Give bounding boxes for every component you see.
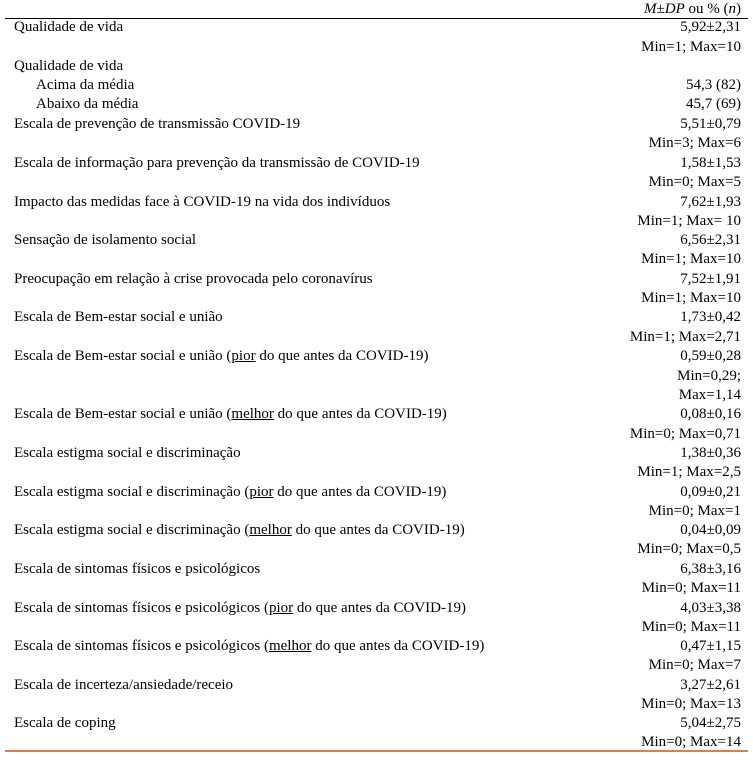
header-ou: ou % ( bbox=[684, 1, 729, 17]
header-dp: DP bbox=[664, 1, 685, 17]
row-range: Min=0; Max=11 bbox=[641, 580, 741, 596]
table-row bbox=[0, 347, 753, 366]
row-value: 54,3 (82) bbox=[686, 77, 741, 93]
row-range: Min=1; Max= 10 bbox=[637, 213, 741, 229]
table-row-range bbox=[0, 502, 753, 521]
table-row bbox=[0, 231, 753, 250]
table-row-range bbox=[0, 328, 753, 347]
table-row-range bbox=[0, 540, 753, 559]
table-row-range bbox=[0, 386, 753, 405]
row-value: 0,59±0,28 bbox=[680, 348, 741, 364]
row-label: Qualidade de vida bbox=[14, 19, 124, 35]
label-pre: Escala estigma social e discriminação ( bbox=[14, 484, 250, 500]
row-label: Escala de incerteza/ansiedade/receio bbox=[14, 677, 234, 693]
table-row bbox=[0, 521, 753, 540]
label-underlined: melhor bbox=[249, 522, 292, 538]
row-range: Min=1; Max=10 bbox=[641, 290, 741, 306]
table-row bbox=[0, 193, 753, 212]
table-row bbox=[0, 637, 753, 656]
label-post: do que antes da COVID-19) bbox=[273, 484, 447, 500]
table-row bbox=[0, 95, 753, 114]
row-value: 7,62±1,93 bbox=[680, 194, 741, 210]
row-label: Acima da média bbox=[36, 77, 135, 93]
row-range: Min=0; Max=7 bbox=[648, 657, 741, 673]
row-range: Min=3; Max=6 bbox=[648, 135, 741, 151]
table-row-range bbox=[0, 367, 753, 386]
row-range: Min=0; Max=14 bbox=[641, 734, 741, 750]
row-value: 5,51±0,79 bbox=[680, 116, 741, 132]
label-pre: Escala de Bem-estar social e união ( bbox=[14, 406, 232, 422]
row-range: Min=0; Max=1 bbox=[648, 503, 741, 519]
row-label: Escala de sintomas físicos e psicológicos bbox=[14, 561, 261, 577]
row-value: 0,47±1,15 bbox=[680, 638, 741, 654]
table-row bbox=[0, 18, 753, 37]
row-range: Min=0; Max=0,5 bbox=[637, 541, 741, 557]
row-value: 1,73±0,42 bbox=[680, 309, 741, 325]
label-underlined: pior bbox=[268, 600, 294, 616]
row-label: Escala de Bem-estar social e união bbox=[14, 309, 223, 325]
label-post: do que antes da COVID-19) bbox=[293, 600, 466, 616]
label-pre: Escala estigma social e discriminação ( bbox=[14, 522, 250, 538]
row-label bbox=[14, 483, 446, 502]
label-post: do que antes da COVID-19) bbox=[255, 348, 429, 364]
label-pre: Escala de sintomas físicos e psicológicos ( bbox=[14, 638, 269, 654]
table-row-range bbox=[0, 212, 753, 231]
row-value: 1,38±0,36 bbox=[680, 445, 741, 461]
row-value: 4,03±3,38 bbox=[680, 600, 741, 616]
table-row-range bbox=[0, 134, 753, 153]
label-pre: Escala de sintomas físicos e psicológicos ( bbox=[14, 600, 269, 616]
label-underlined: pior bbox=[249, 484, 274, 500]
table-row-range bbox=[0, 579, 753, 598]
table-row bbox=[0, 57, 753, 76]
table-row bbox=[0, 599, 753, 618]
row-label bbox=[14, 405, 447, 424]
header-m: M bbox=[644, 1, 657, 17]
row-label: Qualidade de vida bbox=[14, 58, 124, 74]
row-label: Sensação de isolamento social bbox=[14, 232, 197, 248]
row-range: Max=1,14 bbox=[678, 387, 741, 403]
row-label: Escala de prevenção de transmissão COVID-19 bbox=[14, 116, 301, 132]
row-range: Min=1; Max=10 bbox=[641, 39, 741, 55]
header-close: ) bbox=[736, 1, 741, 17]
row-value: 6,38±3,16 bbox=[680, 561, 741, 577]
row-range: Min=1; Max=10 bbox=[641, 251, 741, 267]
table-row bbox=[0, 560, 753, 579]
row-value: 7,52±1,91 bbox=[680, 271, 741, 287]
row-value: 1,58±1,53 bbox=[680, 155, 741, 171]
table-row bbox=[0, 270, 753, 289]
row-label: Abaixo da média bbox=[36, 96, 139, 112]
label-post: do que antes da COVID-19) bbox=[273, 406, 447, 422]
row-value: 5,92±2,31 bbox=[680, 19, 741, 35]
row-range: Min=0; Max=0,71 bbox=[629, 426, 741, 442]
column-header bbox=[644, 0, 741, 18]
row-label: Escala de informação para prevenção da transmissão de COVID-19 bbox=[14, 155, 420, 171]
header-n: n bbox=[728, 1, 736, 17]
table-row-range bbox=[0, 618, 753, 637]
row-value: 6,56±2,31 bbox=[680, 232, 741, 248]
table-row-range bbox=[0, 289, 753, 308]
row-label bbox=[14, 521, 465, 540]
table-row bbox=[0, 154, 753, 173]
row-value: 5,04±2,75 bbox=[680, 715, 741, 731]
label-underlined: melhor bbox=[268, 638, 312, 654]
label-post: do que antes da COVID-19) bbox=[291, 522, 465, 538]
row-label: Escala de coping bbox=[14, 715, 116, 731]
table-row bbox=[0, 483, 753, 502]
header-pm: ± bbox=[656, 1, 665, 17]
row-value: 0,08±0,16 bbox=[680, 406, 741, 422]
table-row bbox=[0, 76, 753, 95]
table-row bbox=[0, 444, 753, 463]
table-bottom-rule bbox=[5, 750, 748, 752]
table-row-range bbox=[0, 173, 753, 192]
row-range: Min=0,29; bbox=[677, 368, 741, 384]
table-row-range bbox=[0, 695, 753, 714]
row-value: 3,27±2,61 bbox=[680, 677, 741, 693]
row-range: Min=0; Max=11 bbox=[641, 619, 741, 635]
label-pre: Escala de Bem-estar social e união ( bbox=[14, 348, 232, 364]
table-row-range bbox=[0, 38, 753, 57]
label-underlined: pior bbox=[231, 348, 256, 364]
table-row-range bbox=[0, 656, 753, 675]
row-label: Preocupação em relação à crise provocada pelo coronavírus bbox=[14, 271, 373, 287]
table-row bbox=[0, 676, 753, 695]
row-range: Min=1; Max=2,5 bbox=[637, 464, 741, 480]
row-label bbox=[14, 637, 484, 656]
table-row bbox=[0, 115, 753, 134]
row-value: 0,09±0,21 bbox=[680, 484, 741, 500]
table-row bbox=[0, 308, 753, 327]
row-value: 0,04±0,09 bbox=[680, 522, 741, 538]
table-row-range bbox=[0, 463, 753, 482]
row-label bbox=[14, 599, 466, 618]
row-range: Min=0; Max=13 bbox=[641, 696, 741, 712]
table-row bbox=[0, 405, 753, 424]
table-row-range bbox=[0, 250, 753, 269]
row-range: Min=0; Max=5 bbox=[648, 174, 741, 190]
table-row bbox=[0, 714, 753, 733]
row-label: Impacto das medidas face à COVID-19 na vida dos indivíduos bbox=[14, 194, 391, 210]
table-row-range bbox=[0, 425, 753, 444]
row-label bbox=[14, 347, 428, 366]
label-underlined: melhor bbox=[231, 406, 274, 422]
row-value: 45,7 (69) bbox=[686, 96, 741, 112]
row-range: Min=1; Max=2,71 bbox=[629, 329, 741, 345]
label-post: do que antes da COVID-19) bbox=[311, 638, 485, 654]
row-label: Escala estigma social e discriminação bbox=[14, 445, 241, 461]
